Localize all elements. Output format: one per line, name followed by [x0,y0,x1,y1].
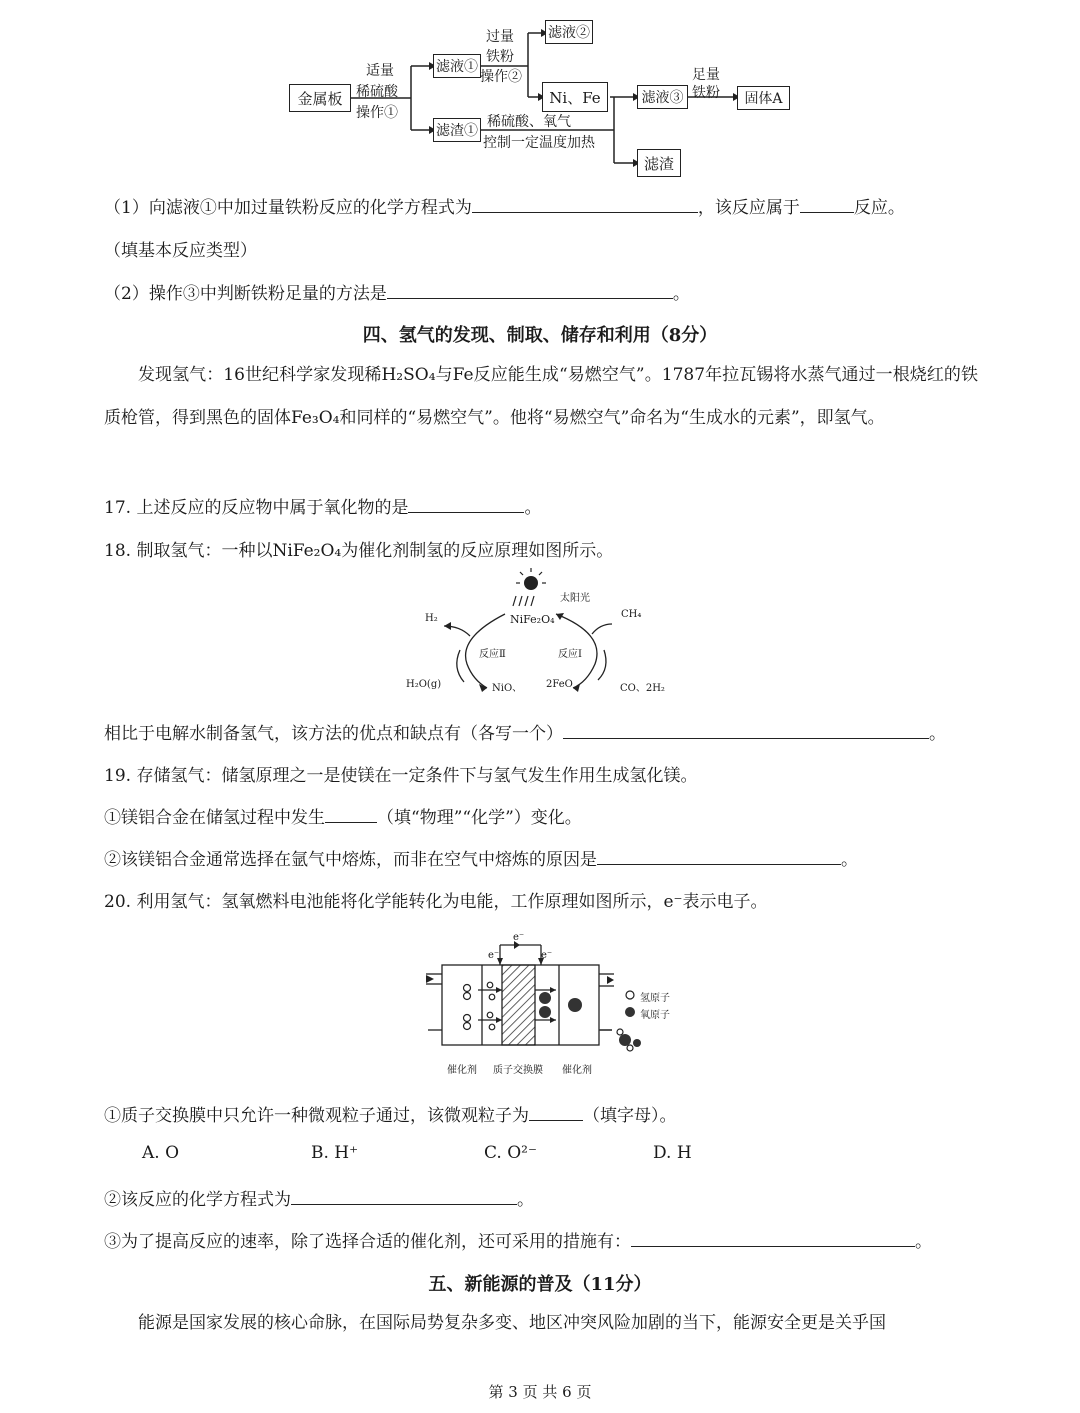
catalyst-right-label: 催化剂 [562,1065,592,1076]
section-5-title: 五、新能源的普及（11分） [428,1274,652,1295]
filtrate1-box: 滤液① [433,54,481,78]
question-20-2: ②该反应的化学方程式为 。 [104,1190,534,1210]
residue1-box: 滤渣① [433,118,481,142]
legend-hydrogen-label: 氢原子 [640,993,670,1004]
ni-fe-box: Ni、Fe [542,82,608,112]
legend-hydrogen-icon [626,991,634,999]
answer-blank [291,1188,517,1205]
step2-operation: 操作② [480,69,522,85]
metal-plate-box: 金属板 [289,84,351,112]
option-c: C. O²⁻ [484,1143,537,1163]
step3-reagent: 铁粉 [692,85,720,101]
question-1-note: （填基本反应类型） [104,241,257,261]
question-20-1: ①质子交换膜中只允许一种微观粒子通过，该微观粒子为 （填字母）。 [104,1106,677,1126]
question-19-1: ①镁铝合金在储氢过程中发生 （填“物理”“化学”）变化。 [104,808,582,828]
reaction-1-label: 反应Ⅰ [558,649,582,660]
step2-reagent: 铁粉 [486,49,514,65]
residue-step-condition: 控制一定温度加热 [483,135,595,151]
feo-label: 2FeO [546,679,573,690]
ch4-label: CH₄ [621,609,642,620]
question-20: 20. 利用氢气：氢氧燃料电池能将化学能转化为电能，工作原理如图所示，e⁻表示电子。 [104,892,768,912]
filtrate3-box: 滤液③ [637,85,688,109]
h2-label: H₂ [425,613,438,624]
energy-intro: 能源是国家发展的核心命脉，在国际局势复杂多变、地区冲突风险加剧的当下，能源安全更是关乎国 [138,1313,886,1333]
section-4-title: 四、氢气的发现、制取、储存和利用（8分） [362,325,718,346]
residue-box: 滤渣 [637,149,681,177]
catalyst-label: NiFe₂O₄ [510,613,555,626]
question-19: 19. 存储氢气：储氢原理之一是使镁在一定条件下与氢气发生作用生成氢化镁。 [104,766,698,786]
proton-exchange-membrane [502,965,535,1045]
electron-label-top: e⁻ [513,932,525,943]
option-d: D. H [653,1143,692,1163]
legend-oxygen-label: 氧原子 [640,1010,670,1021]
residue-step-reagent: 稀硫酸、氧气 [487,114,571,130]
step1-reagent: 稀硫酸 [356,84,398,100]
reaction-2-label: 反应Ⅱ [479,649,506,660]
question-17: 17. 上述反应的反应物中属于氧化物的是 。 [104,498,542,518]
question-2: （2）操作③中判断铁粉足量的方法是 。 [104,284,690,304]
nio-label: NiO、 [492,683,523,694]
question-20-3: ③为了提高反应的速率，除了选择合适的催化剂，还可采用的措施有： 。 [104,1232,932,1252]
step3-amount: 足量 [692,67,720,83]
step1-operation: 操作① [356,105,398,121]
question-1: （1）向滤液①中加过量铁粉反应的化学方程式为 ，该反应属于 反应。 [104,198,905,218]
page-footer: 第 3 页 共 6 页 [488,1383,592,1401]
option-b: B. H⁺ [311,1143,359,1163]
step2-amount: 过量 [486,29,514,45]
answer-blank [529,1104,583,1121]
option-a: A. O [142,1143,180,1163]
products-label: CO、2H₂ [620,683,665,694]
h2o-label: H₂O(g) [406,679,442,690]
filtrate2-box: 滤液② [545,20,593,44]
solid-a-box: 固体A [737,86,790,110]
catalyst-left-label: 催化剂 [447,1065,477,1076]
hydrogen-intro: 发现氢气：16世纪科学家发现稀H₂SO₄与Fe反应能生成“易燃空气”。1787年拉瓦锡将水蒸气通过一根烧红的铁质枪管，得到黑色的固体Fe₃O₄和同样的“易燃空气”。他将“易燃空气”命名为“生成水的元素”，即氢气。 [104,365,978,428]
answer-blank [631,1230,915,1247]
electron-label-left: e⁻ [488,950,500,961]
question-18: 18. 制取氢气：一种以NiFe₂O₄为催化剂制氢的反应原理如图所示。 [104,541,614,561]
sunlight-label: 太阳光 [560,593,590,604]
step1-amount: 适量 [366,63,394,79]
membrane-label: 质子交换膜 [493,1065,543,1076]
question-19-2: ②该镁铝合金通常选择在氩气中熔炼，而非在空气中熔炼的原因是 。 [104,850,858,870]
question-18-compare: 相比于电解水制备氢气，该方法的优点和缺点有（各写一个） 。 [104,724,946,744]
electron-label-right: e⁻ [541,950,553,961]
legend-oxygen-icon [625,1007,635,1017]
